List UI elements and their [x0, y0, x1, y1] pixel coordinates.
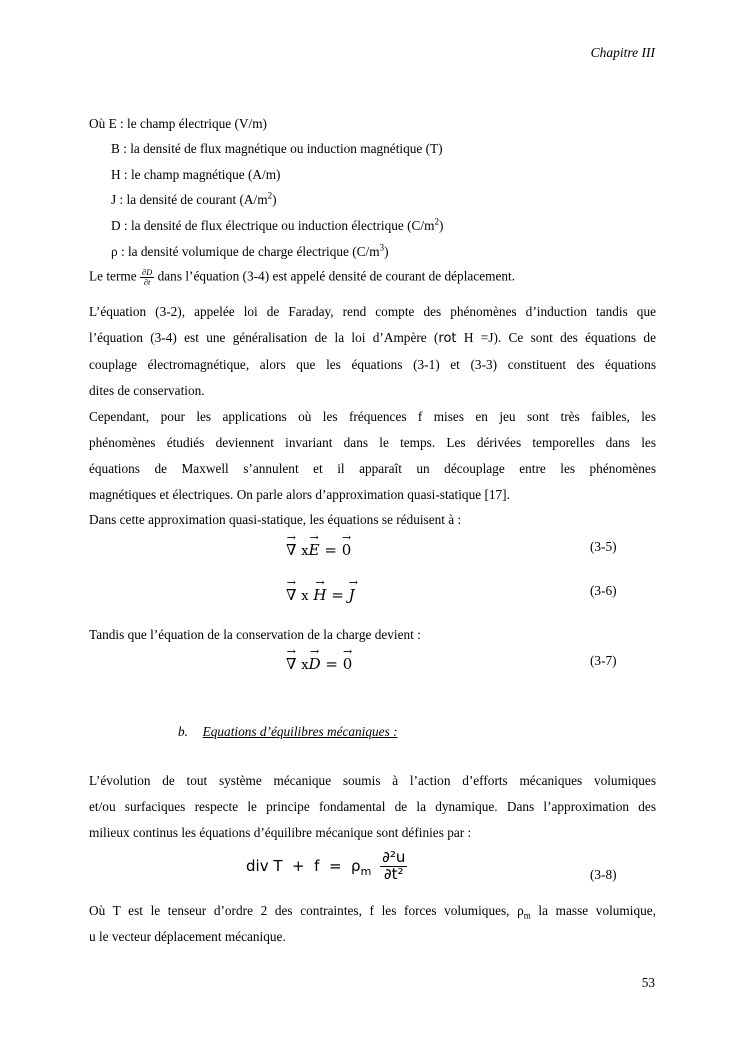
eq38-rho-sub: m	[360, 865, 372, 879]
section-title: Equations d’équilibres mécaniques :	[202, 724, 398, 739]
def-d-exp: 2	[434, 216, 439, 227]
para2-line3: équations de Maxwell s’annulent et il apparaît un découplage entre les phénomènes	[89, 461, 656, 476]
eq38-lhs: div T + f = ρ	[246, 857, 361, 876]
cross-x: x	[301, 544, 309, 559]
equals-sign: =	[324, 541, 337, 559]
terme-pre: Le terme	[89, 268, 137, 284]
rot-operator: rot	[438, 331, 457, 346]
vector-h: → H	[313, 576, 327, 604]
para3-line3: milieux continus les équations d’équilibre mécanique sont définies par :	[89, 825, 472, 840]
def-rho	[111, 244, 678, 260]
para2-line4: magnétiques et électriques. On parle alors d’approximation quasi-statique [17].	[89, 487, 510, 502]
def-e: Où E : le champ électrique (V/m)	[89, 116, 267, 131]
terme-post: dans l’équation (3-4) est appelé densité de courant de déplacement.	[157, 268, 516, 284]
para4-line1-post: la masse volumique,	[530, 903, 656, 918]
vector-j: → J	[348, 576, 358, 604]
equation-3-8	[246, 850, 407, 883]
eq-number-3-8: (3-8)	[590, 867, 617, 882]
para1-line4: dites de conservation.	[89, 383, 205, 398]
vector-d: → D	[308, 645, 321, 673]
dd-dt-fraction	[140, 268, 154, 287]
equation-3-6	[286, 576, 358, 604]
equals-sign: =	[325, 655, 338, 673]
vector-zero: → 0	[341, 531, 352, 559]
def-rho-exp: 3	[379, 242, 385, 253]
equals-sign: =	[331, 586, 344, 604]
eq38-fraction	[380, 850, 407, 883]
para2-line5: Dans cette approximation quasi-statique, les équations se réduisent à :	[89, 512, 462, 527]
vector-zero: → 0	[342, 645, 353, 673]
para1-line3: couplage électromagnétique, alors que les équations (3-1) et (3-3) constituent des équations	[89, 357, 656, 372]
cross-x: x	[301, 589, 309, 604]
def-d-close: )	[438, 218, 444, 233]
para1-line1: L’équation (3-2), appelée loi de Faraday, rend compte des phénomènes d’induction tandis que	[89, 304, 656, 319]
def-d-text: D : la densité de flux électrique ou induction électrique (C/m	[111, 218, 435, 233]
tandis-line: Tandis que l’équation de la conservation de la charge devient :	[89, 627, 421, 642]
frac-numerator: ∂D	[141, 267, 153, 277]
para1-line2	[89, 330, 656, 346]
eq-number-3-7: (3-7)	[590, 653, 617, 668]
para3-line1: L’évolution de tout système mécanique soumis à l’action d’efforts mécaniques volumiques	[89, 773, 656, 788]
eq-number-3-5: (3-5)	[590, 539, 617, 554]
eq38-frac-den: ∂t²	[383, 864, 404, 883]
def-rho-close: )	[384, 244, 389, 259]
vector-e: → E	[308, 531, 320, 559]
eq-number-3-6: (3-6)	[590, 583, 617, 598]
para3-line2: et/ou surfaciques respecte le principe fondamental de la dynamique. Dans l’approximation des	[89, 799, 656, 814]
def-rho-text: ρ : la densité volumique de charge électrique (C/m	[111, 244, 380, 259]
para1-line2-pre: l’équation (3-4) est une généralisation de la loi d’Ampère (	[89, 330, 439, 345]
para1-line2-post: H =J). Ce sont des équations de	[456, 330, 656, 345]
page-number: 53	[641, 975, 655, 990]
def-h: H : le champ magnétique (A/m)	[111, 167, 281, 182]
section-label: b.	[178, 724, 188, 739]
equation-3-5	[286, 531, 352, 559]
terme-line	[89, 268, 656, 287]
chapter-header: Chapitre III	[590, 45, 655, 60]
para4-line1-pre: Où T est le tenseur d’ordre 2 des contraintes, f les forces volumiques, ρ	[89, 903, 524, 918]
nabla-symbol: → ∇	[286, 531, 297, 559]
nabla-symbol: → ∇	[286, 576, 297, 604]
eq38-frac-num: ∂²u	[382, 848, 406, 866]
def-j	[111, 192, 678, 208]
cross-x: x	[301, 658, 309, 673]
def-j-exp: 2	[267, 190, 273, 201]
equation-3-7	[286, 645, 353, 673]
def-j-text: J : la densité de courant (A/m	[111, 192, 268, 207]
para2-line2: phénomènes étudiés deviennent invariant dans le temps. Les dérivées temporelles dans les	[89, 435, 656, 450]
def-b: B : la densité de flux magnétique ou induction magnétique (T)	[111, 141, 443, 156]
para4-line1	[89, 903, 656, 919]
nabla-symbol: → ∇	[286, 645, 297, 673]
para4-line2: u le vecteur déplacement mécanique.	[89, 929, 286, 944]
para2-line1: Cependant, pour les applications où les fréquences f mises en jeu sont très faibles, les	[89, 409, 656, 424]
para4-rho-sub: m	[523, 910, 531, 921]
frac-denominator: ∂t	[143, 276, 151, 287]
def-j-close: )	[272, 192, 277, 207]
section-heading-b	[178, 724, 398, 740]
def-d	[111, 218, 678, 234]
